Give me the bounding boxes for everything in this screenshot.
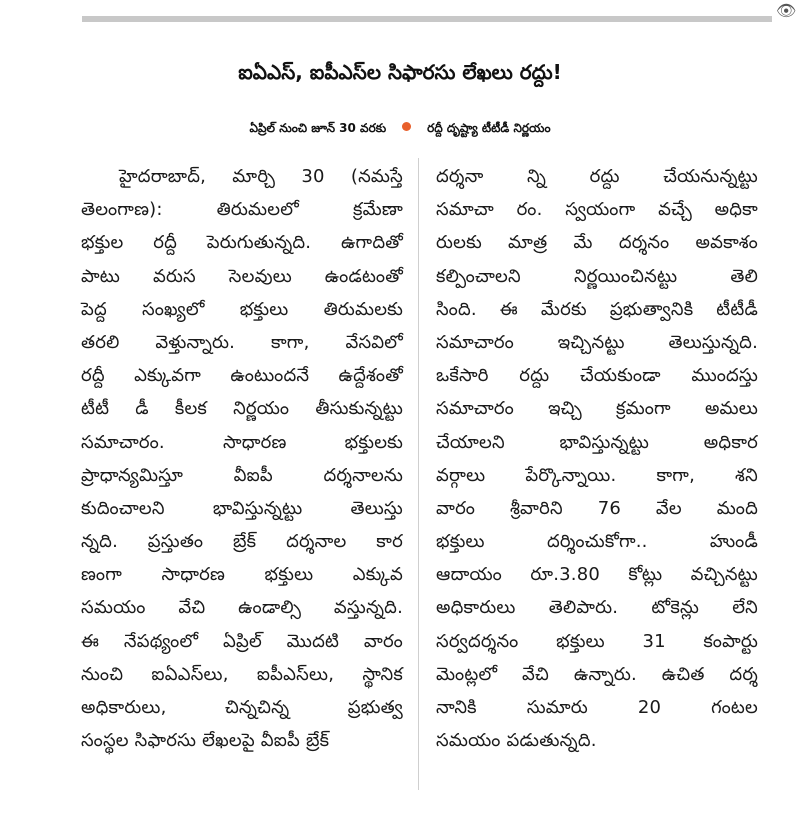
article-column-right xyxy=(436,160,758,757)
article-line: సంస్థల సిఫారసు లేఖలపై వీఐపీ బ్రేక్‌ xyxy=(81,730,330,752)
article-line: సమయం వేచి ఉండాల్సి వస్తున్నది. xyxy=(81,597,403,619)
article-line: పెద్ద సంఖ్యలో భక్తులు తిరుమలకు xyxy=(81,298,403,320)
article-line: నానికి సుమారు 20 గంటల xyxy=(436,697,758,718)
article-line: నుంచి ఐఏఎస్‌లు, ఐపీఎస్‌లు, స్థానిక xyxy=(81,663,403,685)
article-line: వర్గాలు పేర్కొన్నాయి. కాగా, శని xyxy=(436,464,758,486)
bullet-icon xyxy=(402,122,411,131)
article-line: అధికారులు తెలిపారు. టోకెన్లు లేని xyxy=(436,597,758,619)
article-line: న్నది. ప్రస్తుతం బ్రేక్‌ దర్శనాల కార xyxy=(81,531,403,553)
article-column-left xyxy=(81,160,403,757)
article-line: చేయాలని భావిస్తున్నట్టు అధికార xyxy=(436,431,758,453)
article-line: అధికారులు, చిన్నచిన్న ప్రభుత్వ xyxy=(81,697,403,718)
article-line: సర్వదర్శనం భక్తులు 31 కంపార్టు xyxy=(436,630,758,652)
article-line: కల్పించాలని నిర్ణయించినట్టు తెలి xyxy=(436,265,758,287)
article-line: తెలంగాణ): తిరుమలలో క్రమేణా xyxy=(81,199,403,221)
article-line: సమాచారం. సాధారణ భక్తులకు xyxy=(81,431,403,453)
article-line: సింది. ఈ మేరకు ప్రభుత్వానికి టీటీడీ xyxy=(436,298,758,320)
article-line: రులకు మాత్ర మే దర్శనం అవకాశం xyxy=(436,232,758,254)
article-line: సమాచా రం. స్వయంగా వచ్చే అధికా xyxy=(436,199,758,221)
page-corner-mark: 👁 xyxy=(776,1,797,20)
subhead-left: ఏప్రిల్‌ నుంచి జూన్‌ 30 వరకు xyxy=(249,121,387,135)
subhead xyxy=(0,112,800,144)
article-line: మెంట్లలో వేచి ఉన్నారు. ఉచిత దర్శ xyxy=(436,663,758,685)
article-line: కుదించాలని భావిస్తున్నట్టు తెలుస్తు xyxy=(81,497,403,519)
column-divider xyxy=(418,158,419,790)
article-line: సమాచారం ఇచ్చి క్రమంగా అమలు xyxy=(436,398,758,420)
article-line: భక్తుల రద్దీ పెరుగుతున్నది. ఉగాదితో xyxy=(81,232,403,254)
article-line: తరలి వెళ్తున్నారు. కాగా, వేసవిలో xyxy=(81,331,403,353)
subhead-right: రద్దీ దృష్ట్యా టీటీడీ నిర్ణయం xyxy=(427,121,551,135)
headline: ఐఏఎస్‌, ఐపీఎస్‌ల సిఫారసు లేఖలు రద్దు! xyxy=(238,60,562,84)
article-line: హైదరాబాద్‌, మార్చి 30 (నమస్తే xyxy=(119,166,403,187)
article-line: సమయం పడుతున్నది. xyxy=(436,730,597,752)
article-line: ఈ నేపథ్యంలో ఏప్రిల్‌ మొదటి వారం xyxy=(81,630,403,652)
article-line: సమాచారం ఇచ్చినట్టు తెలుస్తున్నది. xyxy=(436,331,758,353)
article-line: ఒకేసారి రద్దు చేయకుండా ముందస్తు xyxy=(436,365,758,387)
article-line: దర్శనా న్ని రద్దు చేయనున్నట్టు xyxy=(436,166,758,187)
top-rule xyxy=(82,16,772,22)
article-line: వారం శ్రీవారిని 76 వేల మంది xyxy=(436,497,758,519)
article-line: ప్రాధాన్యమిస్తూ వీఐపీ దర్శనాలను xyxy=(81,464,403,486)
article-line: భక్తులు దర్శించుకోగా.. హుండీ xyxy=(436,531,758,553)
article-line: టీటీ డీ కీలక నిర్ణయం తీసుకున్నట్టు xyxy=(81,398,403,420)
article-line: ఆదాయం రూ.3.80 కోట్లు వచ్చినట్టు xyxy=(436,564,758,586)
article-line: పాటు వరుస సెలవులు ఉండటంతో xyxy=(81,265,403,287)
article-line: ణంగా సాధారణ భక్తులు ఎక్కువ xyxy=(81,564,403,586)
article-line: రద్దీ ఎక్కువగా ఉంటుందనే ఉద్దేశంతో xyxy=(81,365,403,387)
